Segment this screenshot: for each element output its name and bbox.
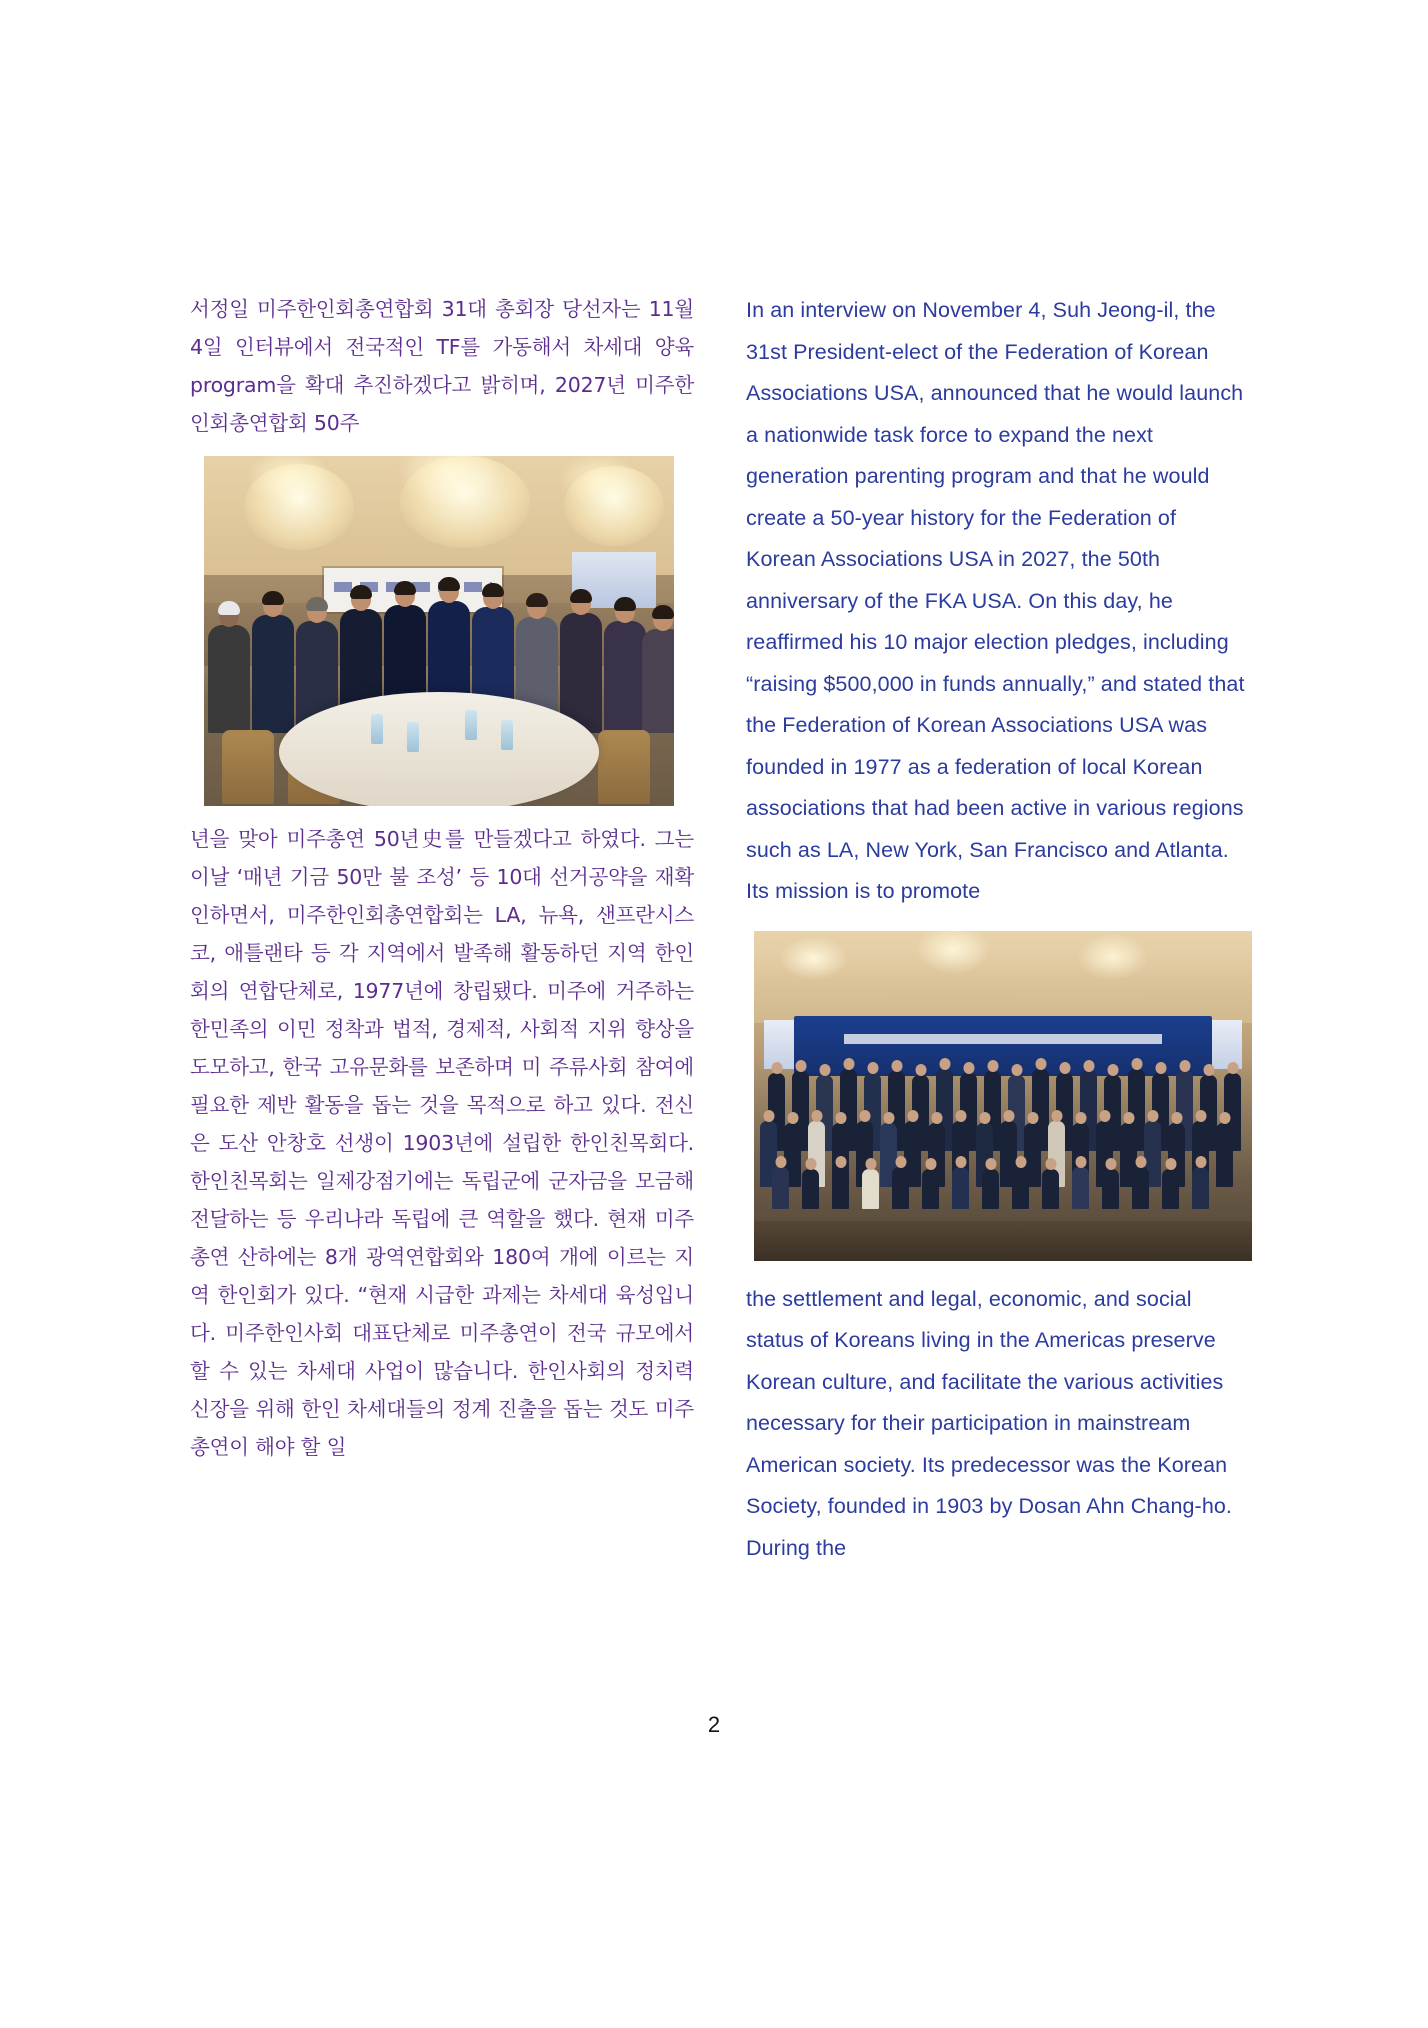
column-english xyxy=(746,290,1250,1569)
column-korean xyxy=(190,290,694,1569)
person-figure xyxy=(208,625,250,733)
banquet-chair xyxy=(222,730,274,804)
two-column-body xyxy=(190,290,1250,1569)
person-figure xyxy=(604,621,646,733)
chandelier-icon xyxy=(400,456,530,548)
banquet-table xyxy=(279,692,599,806)
ceiling-region xyxy=(754,931,1252,1023)
group-rows xyxy=(754,1063,1252,1235)
water-bottle xyxy=(501,720,513,750)
banquet-chair xyxy=(598,730,650,804)
carpet-region xyxy=(754,1221,1252,1261)
person-figure xyxy=(560,613,602,733)
person-figure xyxy=(252,615,294,733)
photo-standing-crowd xyxy=(204,456,674,806)
korean-paragraph-1: 서정일 미주한인회총연합회 31대 총회장 당선자는 11월 4일 인터뷰에서 전국적인 TF를 가동해서 차세대 양육 program을 확대 추진하겠다고 밝히며, 2027년 미주한인회총연합회 50주 xyxy=(190,297,694,435)
water-bottle xyxy=(407,722,419,752)
page-number: 2 xyxy=(707,1712,721,1737)
chandelier-icon xyxy=(564,466,664,546)
water-bottle xyxy=(371,714,383,744)
chandelier-icon xyxy=(244,464,354,550)
korean-paragraph-2: 년을 맞아 미주총연 50년史를 만들겠다고 하였다. 그는 이날 ‘매년 기금 50만 불 조성’ 등 10대 선거공약을 재확인하면서, 미주한인회총연합회는 LA, 뉴욕, 샌프란시스코, 애틀랜타 등 각 지역에서 발족해 활동하던 지역 한인회의 연합단체로, 1977년에 창립됐다. 미주에 거주하는 한민족의 이민 정착과 법적, 경제적, 사회적 지위 향상을 도모하고, 한국 고유문화를 보존하며 미 주류사회 참여에 필요한 제반 활동을 돕는 것을 목적으로 하고 있다. 전신은 도산 안창호 선생이 1903년에 설립한 한인친목회다. 한인친목회는 일제강점기에는 독립군에 군자금을 모금해 전달하는 등 우리나라 독립에 큰 역할을 했다. 현재 미주총연 산하에는 8개 광역연합회와 180여 개에 이르는 지역 한인회가 있다. “현재 시급한 과제는 차세대 육성입니다. 미주한인사회 대표단체로 미주총연이 전국 규모에서 할 수 있는 차세대 사업이 많습니다. 한인사회의 정치력 신장을 위해 한인 차세대들의 정계 진출을 돕는 것도 미주총연이 해야 할 일 xyxy=(190,827,694,1459)
english-paragraph-1: In an interview on November 4, Suh Jeong-il, the 31st President-elect of the Federation of Korean Associations USA, announced that he would launch a nationwide task force to expand the next generation parenting program and that he would create a 50-year history for the Federation of Korean Associations USA in 2027, the 50th anniversary of the FKA USA. On this day, he reaffirmed his 10 major election pledges, including “raising $500,000 in funds annually,” and stated that the Federation of Korean Associations USA was founded in 1977 as a federation of local Korean associations that had been active in various regions such as LA, New York, San Francisco and Atlanta. Its mission is to promote xyxy=(746,298,1245,903)
water-bottle xyxy=(465,710,477,740)
english-paragraph-2: the settlement and legal, economic, and social status of Koreans living in the Americas preserve Korean culture, and facilitate the various activities necessary for their participation in mainstream American society. Its predecessor was the Korean Society, founded in 1903 by Dosan Ahn Chang-ho. During the xyxy=(746,1286,1233,1560)
photo-group-convention xyxy=(754,931,1252,1261)
person-figure xyxy=(642,629,674,733)
